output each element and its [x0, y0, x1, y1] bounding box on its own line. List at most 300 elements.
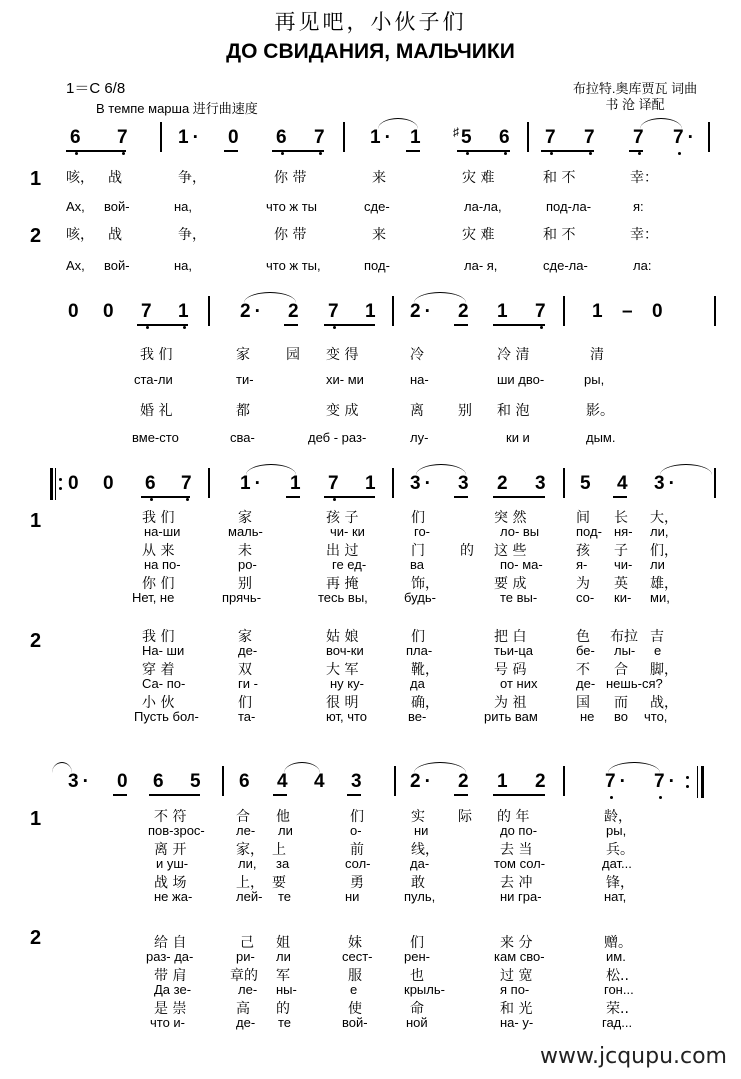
lyric-chinese: 门	[411, 543, 425, 559]
lyric-chinese: 们	[410, 935, 424, 951]
lyric-russian: ти-	[236, 372, 254, 387]
note: 1	[365, 473, 376, 494]
lyric-russian: ле-	[236, 823, 256, 838]
lyric-chinese: 姐	[276, 935, 290, 951]
note: 2 ·	[410, 301, 431, 322]
lyric-russian: ло- вы	[500, 524, 540, 539]
lyric-chinese: 线，	[411, 842, 439, 858]
lyric-chinese: 灾 难	[462, 227, 495, 243]
lyric-chinese: 和 泡	[497, 403, 530, 419]
eighth-beam	[137, 324, 188, 326]
lyric-russian: воч-ки	[326, 643, 364, 658]
note: 7	[181, 474, 192, 494]
lyric-russian: ли,	[650, 524, 669, 539]
lyric-russian: Нет, не	[132, 590, 175, 605]
eighth-beam	[347, 794, 361, 796]
note: 2	[497, 473, 508, 494]
slur	[640, 118, 682, 129]
watermark: www.jcqupu.com	[540, 1044, 727, 1069]
lyric-chinese: 英	[614, 576, 628, 592]
eighth-beam	[141, 496, 190, 498]
lyric-chinese: 吉	[650, 629, 664, 645]
lyric-chinese: 的	[460, 543, 474, 559]
lyric-russian: за	[276, 856, 290, 871]
lyric-russian: да-	[410, 856, 430, 871]
slur	[52, 762, 72, 773]
lyric-chinese: 他	[276, 809, 290, 825]
lyric-chinese: 给 自	[154, 935, 187, 951]
note: 7	[117, 128, 128, 148]
note: 0	[103, 473, 114, 494]
eighth-beam	[66, 150, 126, 152]
lyric-russian: под-	[364, 258, 390, 273]
lyric-russian: сде-ла-	[543, 258, 588, 273]
lyric-russian: ли	[650, 557, 665, 572]
lyric-russian: вой-	[104, 258, 130, 273]
slur	[416, 464, 466, 475]
lyric-chinese: 变 得	[326, 347, 359, 363]
verse-number: 2	[30, 630, 42, 652]
lyric-russian: та-	[238, 709, 256, 724]
eighth-beam	[457, 150, 510, 152]
lyric-chinese: 孩 子	[326, 510, 359, 526]
lyric-russian: о-	[350, 823, 362, 838]
lyric-chinese: 为 祖	[494, 695, 527, 711]
lyric-russian: не	[580, 709, 595, 724]
eighth-beam	[454, 496, 468, 498]
lyric-chinese: 布拉	[610, 629, 638, 645]
barline	[343, 122, 345, 152]
lyric-chinese: 大，	[650, 510, 678, 526]
lyric-chinese: 来	[372, 170, 386, 186]
lyric-russian: пов-зрос-	[148, 823, 205, 838]
slur	[246, 464, 296, 475]
lyric-chinese: 突 然	[494, 510, 527, 526]
lyric-chinese: 去 冲	[500, 875, 533, 891]
lyric-chinese: 很 明	[326, 695, 359, 711]
slur	[414, 292, 466, 303]
lyric-russian: тесь вы,	[318, 590, 368, 605]
lyric-chinese: 长	[614, 510, 628, 526]
lyric-chinese: 姑 娘	[326, 629, 359, 645]
lyric-russian: крыль-	[404, 982, 445, 997]
title-russian: ДО СВИДАНИЯ, МАЛЬЧИКИ	[226, 40, 515, 63]
lyric-russian: ста-ли	[134, 372, 173, 387]
note: 7	[141, 302, 152, 322]
lyric-russian: нешь-ся?	[606, 676, 663, 691]
lyric-chinese: 你 带	[274, 170, 307, 186]
lyric-chinese: 和 不	[543, 170, 576, 186]
lyric-russian: ки и	[506, 430, 530, 445]
slur	[414, 762, 466, 773]
lyric-russian: на,	[174, 199, 193, 214]
verse-number: 1	[30, 510, 42, 532]
key-signature: 1＝C 6/8	[66, 80, 126, 97]
lyric-russian: под-	[576, 524, 602, 539]
lyric-russian: ры,	[584, 372, 605, 387]
lyric-chinese: 冷 清	[497, 347, 530, 363]
note: 0	[103, 301, 114, 322]
lyric-russian: ле-	[238, 982, 258, 997]
verse-number: 2	[30, 927, 42, 949]
lyric-russian: ги -	[238, 676, 258, 691]
lyric-chinese: 高	[236, 1001, 250, 1017]
note: 0	[228, 127, 239, 148]
lyric-chinese: 离	[410, 403, 424, 419]
barline	[392, 296, 394, 326]
lyric-russian: нат,	[604, 889, 627, 904]
lyric-chinese: 际	[458, 809, 472, 825]
lyric-chinese: 为	[576, 576, 590, 592]
lyric-russian: де-	[236, 1015, 256, 1030]
lyric-russian: рен-	[404, 949, 430, 964]
slur	[378, 118, 418, 129]
lyric-chinese: 间	[576, 510, 590, 526]
note: 1	[497, 771, 508, 792]
lyric-chinese: 们	[238, 695, 252, 711]
lyric-chinese: 荣..	[606, 1001, 629, 1017]
note: 7	[328, 302, 339, 322]
note: 7 ·	[605, 772, 626, 792]
lyric-russian: Ах,	[66, 258, 85, 273]
lyric-russian: ки-	[614, 590, 632, 605]
note: –	[622, 301, 633, 322]
lyric-chinese: 合	[236, 809, 250, 825]
note: 1	[592, 301, 603, 322]
lyric-russian: те	[278, 1015, 292, 1030]
note: 2	[288, 301, 299, 322]
lyric-russian: лей-	[236, 889, 263, 904]
note: 0	[68, 301, 79, 322]
lyric-chinese: 家	[238, 510, 252, 526]
eighth-beam	[613, 496, 627, 498]
lyric-russian: го-	[414, 524, 431, 539]
lyric-chinese: 的	[276, 1001, 290, 1017]
eighth-beam	[284, 324, 298, 326]
lyric-chinese: 战 场	[154, 875, 187, 891]
lyric-chinese: 来	[372, 227, 386, 243]
lyric-russian: те	[278, 889, 292, 904]
note: 7	[584, 128, 595, 148]
lyric-chinese: 不	[576, 662, 590, 678]
lyric-chinese: 前	[350, 842, 364, 858]
lyric-chinese: 不 符	[154, 809, 187, 825]
lyric-russian: да	[410, 676, 425, 691]
lyric-russian: деб - раз-	[308, 430, 367, 445]
lyric-chinese: 锋，	[606, 875, 634, 891]
eighth-beam	[493, 794, 545, 796]
note: 1	[410, 127, 421, 148]
eighth-beam	[454, 324, 468, 326]
lyric-russian: чи-	[614, 557, 633, 572]
lyric-chinese: 们，	[650, 543, 678, 559]
lyric-chinese: 双	[238, 662, 252, 678]
eighth-beam	[149, 794, 200, 796]
note: 1	[497, 301, 508, 322]
lyric-chinese: 章的	[230, 968, 258, 984]
barline	[563, 468, 565, 498]
lyric-russian: на по-	[144, 557, 181, 572]
lyric-russian: со-	[576, 590, 595, 605]
repeat-start-barline-thin	[55, 468, 56, 500]
repeat-dots	[686, 770, 689, 794]
lyric-chinese: 争，	[178, 170, 206, 186]
note: 3 ·	[68, 771, 89, 792]
lyric-russian: де-	[576, 676, 596, 691]
lyric-chinese: 是 崇	[154, 1001, 187, 1017]
note: 7	[535, 302, 546, 322]
lyric-russian: ну ку-	[330, 676, 364, 691]
barline	[392, 468, 394, 498]
note: 7 ·	[673, 128, 694, 148]
eighth-beam	[324, 496, 375, 498]
note: 7	[314, 128, 325, 148]
lyric-russian: хи- ми	[326, 372, 364, 387]
note: 2 ·	[240, 301, 261, 322]
lyric-chinese: 冷	[410, 347, 424, 363]
note: 1	[365, 301, 376, 322]
lyric-russian: от них	[500, 676, 538, 691]
tempo-marking: В темпе марша 进行曲速度	[96, 101, 258, 116]
note: 5	[580, 473, 591, 494]
lyric-russian: гон...	[604, 982, 634, 997]
lyric-chinese: 的 年	[497, 809, 530, 825]
lyric-chinese: 脚，	[650, 662, 678, 678]
eighth-beam	[113, 794, 127, 796]
lyric-chinese: 也	[410, 968, 424, 984]
lyric-chinese: 我 们	[142, 629, 175, 645]
lyric-chinese: 从 来	[142, 543, 175, 559]
lyric-chinese: 穿 着	[142, 662, 175, 678]
lyric-chinese: 我 们	[140, 347, 173, 363]
lyric-russian: сва-	[230, 430, 255, 445]
lyric-russian: вме-сто	[132, 430, 179, 445]
note: 7	[328, 474, 339, 494]
lyric-chinese: 确，	[411, 695, 439, 711]
lyric-chinese: 们	[350, 809, 364, 825]
barline	[527, 122, 529, 152]
barline	[160, 122, 162, 152]
lyric-chinese: 离 开	[154, 842, 187, 858]
lyric-chinese: 来 分	[500, 935, 533, 951]
translator-credit: 书 沧 译配	[605, 97, 665, 112]
lyric-russian: ны-	[276, 982, 297, 997]
lyric-chinese: 争，	[178, 227, 206, 243]
lyric-chinese: 再 掩	[326, 576, 359, 592]
note: 7	[545, 128, 556, 148]
lyric-russian: бе-	[576, 643, 595, 658]
lyric-chinese: 和 不	[543, 227, 576, 243]
slur	[608, 762, 660, 773]
barline	[714, 296, 716, 326]
lyric-russian: ге ед-	[332, 557, 367, 572]
lyric-russian: е	[654, 643, 662, 658]
verse-number: 1	[30, 168, 42, 190]
lyric-chinese: 己	[240, 935, 254, 951]
lyric-russian: им.	[606, 949, 626, 964]
lyric-russian: ва	[410, 557, 424, 572]
lyric-russian: я-	[576, 557, 588, 572]
lyric-russian: ри-	[236, 949, 255, 964]
final-barline-thin	[697, 766, 698, 798]
lyric-chinese: 服	[348, 968, 362, 984]
eighth-beam	[406, 150, 420, 152]
lyric-chinese: 幸：	[630, 227, 658, 243]
lyric-russian: лы-	[614, 643, 636, 658]
lyric-chinese: 要 成	[494, 576, 527, 592]
lyric-russian: дат...	[602, 856, 632, 871]
lyric-chinese: 号 码	[494, 662, 527, 678]
note: 1 ·	[178, 127, 199, 148]
lyric-russian: ли	[276, 949, 291, 964]
lyric-chinese: 战	[108, 227, 122, 243]
lyric-chinese: 而	[614, 695, 628, 711]
lyric-russian: тьи-ца	[494, 643, 533, 658]
eighth-beam	[273, 794, 287, 796]
lyric-russian: ми,	[650, 590, 670, 605]
lyric-chinese: 们	[411, 629, 425, 645]
note: 2	[535, 771, 546, 792]
lyric-chinese: 别	[458, 403, 472, 419]
note: 2 ·	[410, 771, 431, 792]
note: 4	[277, 771, 288, 792]
lyric-chinese: 你 们	[142, 576, 175, 592]
lyric-chinese: 敢	[411, 875, 425, 891]
lyric-chinese: 战	[108, 170, 122, 186]
lyric-russian: том сол-	[494, 856, 546, 871]
slur	[284, 762, 320, 773]
lyric-chinese: 色	[576, 629, 590, 645]
note: 7	[633, 128, 644, 148]
lyric-russian: на- у-	[500, 1015, 534, 1030]
lyric-chinese: 国	[576, 695, 590, 711]
lyric-russian: будь-	[404, 590, 436, 605]
lyric-russian: я:	[633, 199, 644, 214]
lyric-russian: ни гра-	[500, 889, 542, 904]
lyric-russian: кам сво-	[494, 949, 545, 964]
lyric-russian: ня-	[614, 524, 633, 539]
repeat-dots	[59, 472, 62, 496]
lyric-chinese: 咳，	[66, 227, 94, 243]
lyric-russian: на,	[174, 258, 193, 273]
note: 4	[314, 771, 325, 792]
lyric-chinese: 去 当	[500, 842, 533, 858]
lyric-russian: Ах,	[66, 199, 85, 214]
lyric-russian: сест-	[342, 949, 373, 964]
lyric-chinese: 这 些	[494, 543, 527, 559]
lyric-chinese: 我 们	[142, 510, 175, 526]
lyric-russian: те вы-	[500, 590, 538, 605]
barline	[222, 766, 224, 796]
lyric-chinese: 靴，	[411, 662, 439, 678]
lyric-russian: во	[614, 709, 628, 724]
lyric-chinese: 家	[236, 347, 250, 363]
lyric-russian: чи- ки	[330, 524, 365, 539]
lyric-chinese: 上	[272, 842, 286, 858]
note: 1	[178, 302, 189, 322]
lyric-russian: дым.	[586, 430, 616, 445]
note: 4	[617, 473, 628, 494]
lyric-russian: вой-	[104, 199, 130, 214]
lyric-chinese: 把 白	[494, 629, 527, 645]
lyric-chinese: 你 带	[274, 227, 307, 243]
lyric-russian: по- ма-	[500, 557, 543, 572]
lyric-russian: ют, что	[326, 709, 368, 724]
lyric-chinese: 幸：	[630, 170, 658, 186]
lyric-chinese: 大 军	[326, 662, 359, 678]
lyric-chinese: 赠。	[604, 935, 632, 951]
eighth-beam	[324, 324, 375, 326]
final-barline-thick	[701, 766, 704, 798]
lyric-chinese: 婚 礼	[140, 403, 173, 419]
lyric-russian: де-	[238, 643, 258, 658]
lyric-chinese: 和 光	[500, 1001, 533, 1017]
lyric-chinese: 松..	[606, 968, 629, 984]
note: 0	[68, 473, 79, 494]
lyric-chinese: 未	[238, 543, 252, 559]
eighth-beam	[541, 150, 594, 152]
eighth-beam	[493, 324, 545, 326]
note: 3 ·	[410, 473, 431, 494]
lyric-chinese: 合	[614, 662, 628, 678]
lyric-russian: е	[350, 982, 358, 997]
lyric-russian: пла-	[406, 643, 433, 658]
lyric-chinese: 都	[236, 403, 250, 419]
note: 6	[153, 771, 164, 792]
note: 7 ·	[654, 772, 675, 792]
lyric-russian: что ж ты,	[266, 258, 321, 273]
note: 1 ·	[370, 127, 391, 148]
eighth-beam	[454, 794, 468, 796]
lyric-chinese: 小 伙	[142, 695, 175, 711]
barline	[394, 766, 396, 796]
verse-number: 1	[30, 808, 42, 830]
lyric-russian: сде-	[364, 199, 390, 214]
lyric-russian: рить вам	[484, 709, 538, 724]
lyric-chinese: 雄，	[650, 576, 678, 592]
lyric-chinese: 带 肩	[154, 968, 187, 984]
lyric-russian: ла:	[633, 258, 652, 273]
note: 0	[117, 771, 128, 792]
barline	[714, 468, 716, 498]
lyric-chinese: 战，	[650, 695, 678, 711]
note: 2	[458, 301, 469, 322]
lyric-russian: что ж ты	[266, 199, 318, 214]
lyric-chinese: 出 过	[326, 543, 359, 559]
lyric-russian: не жа-	[154, 889, 193, 904]
lyric-russian: под-ла-	[546, 199, 592, 214]
barline	[563, 296, 565, 326]
eighth-beam	[224, 150, 238, 152]
note: 5	[190, 771, 201, 792]
lyric-chinese: 咳，	[66, 170, 94, 186]
slur	[660, 464, 712, 475]
lyric-chinese: 要	[272, 875, 286, 891]
lyric-russian: вой-	[342, 1015, 368, 1030]
lyricist-composer-credit: 布拉特.奥库贾瓦 词曲	[572, 81, 698, 96]
lyric-chinese: 兵。	[606, 842, 634, 858]
lyric-chinese: 军	[276, 968, 290, 984]
eighth-beam	[493, 496, 545, 498]
barline	[208, 296, 210, 326]
eighth-beam	[286, 496, 300, 498]
lyric-chinese: 影。	[586, 403, 614, 419]
lyric-chinese: 使	[348, 1001, 362, 1017]
note: 6	[239, 771, 250, 792]
lyric-russian: лу-	[410, 430, 429, 445]
lyric-russian: ры,	[606, 823, 627, 838]
lyric-russian: на-	[410, 372, 429, 387]
